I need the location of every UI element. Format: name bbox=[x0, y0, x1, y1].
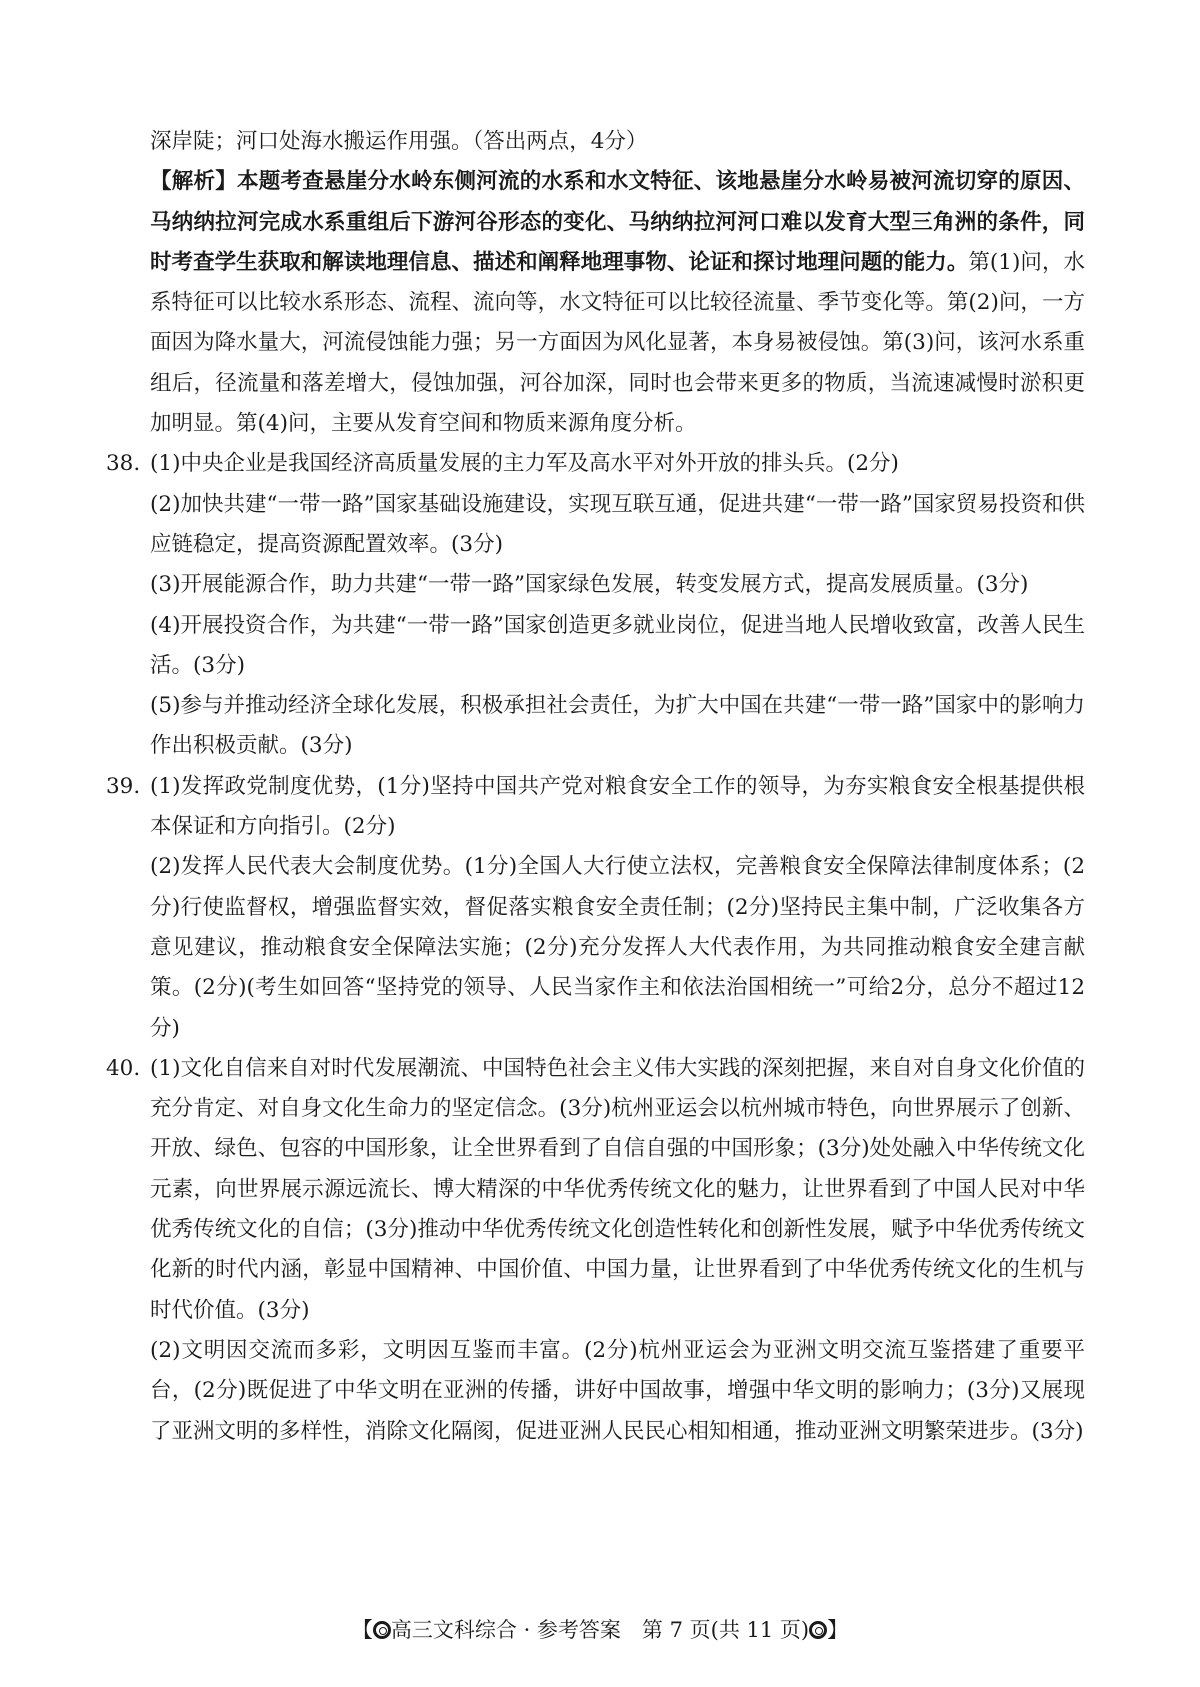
question-number: 38. bbox=[106, 451, 141, 477]
answer-item: (1)中央企业是我国经济高质量发展的主力军及高水平对外开放的排头兵。(2分) bbox=[150, 451, 899, 477]
question-39 bbox=[106, 767, 1085, 1049]
analysis-label: 【解析】 bbox=[150, 169, 237, 195]
double-circle-icon bbox=[809, 1621, 827, 1639]
footer-text: 高三文科综合 · 参考答案 第 7 页(共 11 页) bbox=[390, 1618, 810, 1642]
question-40 bbox=[106, 1049, 1085, 1452]
page-footer bbox=[0, 1614, 1200, 1644]
answer-item: (2)文明因交流而多彩，文明因互鉴而丰富。(2分)杭州亚运会为亚洲文明交流互鉴搭建了重要平台，(2分)既促进了中华文明在亚洲的传播，讲好中国故事，增强中华文明的影响力；(3分)又展现了亚洲文明的多样性，消除文化隔阂，促进亚洲人民民心相知相通，推动亚洲文明繁荣进步。(3分) bbox=[150, 1337, 1085, 1444]
answer-item: (1)发挥政党制度优势，(1分)坚持中国共产党对粮食安全工作的领导，为夯实粮食安全根基提供根本保证和方向指引。(2分) bbox=[150, 773, 1085, 840]
analysis-normal-text: 第(1)问，水系特征可以比较水系形态、流程、流向等，水文特征可以比较径流量、季节变化等。第(2)问，一方面因为降水量大，河流侵蚀能力强；另一方面因为风化显著，本身易被侵蚀。第(3)问，该河水系重组后，径流量和落差增大，侵蚀加强，河谷加深，同时也会带来更多的物质，当流速减慢时淤积更加明显。第(4)问，主要从发育空间和物质来源角度分析。 bbox=[150, 249, 1085, 437]
answer-item: (3)开展能源合作，助力共建“一带一路”国家绿色发展，转变发展方式，提高发展质量。(3分) bbox=[150, 572, 1029, 598]
answer-continuation-text: 深岸陡；河口处海水搬运作用强。（答出两点，4分） bbox=[150, 129, 648, 154]
answer-item: (5)参与并推动经济全球化发展，积极承担社会责任，为扩大中国在共建“一带一路”国家中的影响力作出积极贡献。(3分) bbox=[150, 693, 1085, 759]
analysis-bold-text: 本题考查悬崖分水岭东侧河流的水系和水文特征、该地悬崖分水岭易被河流切穿的原因、马纳纳拉河完成水系重组后下游河谷形态的变化、马纳纳拉河河口难以发育大型三角洲的条件，同时考查学生获取和解读地理信息、描述和阐释地理事物、论证和探讨地理问题的能力。 bbox=[150, 169, 1085, 275]
question-38 bbox=[106, 444, 1085, 766]
answer-continuation bbox=[150, 122, 1085, 162]
answer-item: (4)开展投资合作，为共建“一带一路”国家创造更多就业岗位，促进当地人民增收致富，改善人民生活。(3分) bbox=[150, 612, 1085, 678]
double-circle-icon bbox=[373, 1621, 391, 1639]
analysis-paragraph bbox=[150, 162, 1085, 444]
footer-left-bracket: 【 bbox=[351, 1618, 373, 1642]
answer-content bbox=[106, 122, 1085, 1452]
answer-item: (2)加快共建“一带一路”国家基础设施建设，实现互联互通，促进共建“一带一路”国家贸易投资和供应链稳定，提高资源配置效率。(3分) bbox=[150, 491, 1085, 557]
footer-right-bracket: 】 bbox=[827, 1618, 849, 1642]
question-number: 39. bbox=[106, 773, 141, 799]
answer-item: (2)发挥人民代表大会制度优势。(1分)全国人大行使立法权，完善粮食安全保障法律制度体系；(2分)行使监督权，增强监督实效，督促落实粮食安全责任制；(2分)坚持民主集中制，广泛收集各方意见建议，推动粮食安全保障法实施；(2分)充分发挥人大代表作用，为共同推动粮食安全建言献策。(2分)(考生如回答“坚持党的领导、人民当家作主和依法治国相统一”可给2分，总分不超过12分) bbox=[150, 854, 1085, 1041]
question-number: 40. bbox=[106, 1055, 141, 1081]
answer-item: (1)文化自信来自对时代发展潮流、中国特色社会主义伟大实践的深刻把握，来自对自身文化价值的充分肯定、对自身文化生命力的坚定信念。(3分)杭州亚运会以杭州城市特色，向世界展示了创新、开放、绿色、包容的中国形象，让全世界看到了自信自强的中国形象；(3分)处处融入中华传统文化元素，向世界展示源远流长、博大精深的中华优秀传统文化的魅力，让世界看到了中国人民对中华优秀传统文化的自信；(3分)推动中华优秀传统文化创造性转化和创新性发展，赋予中华优秀传统文化新的时代内涵，彰显中国精神、中国价值、中国力量，让世界看到了中华优秀传统文化的生机与时代价值。(3分) bbox=[150, 1055, 1085, 1323]
